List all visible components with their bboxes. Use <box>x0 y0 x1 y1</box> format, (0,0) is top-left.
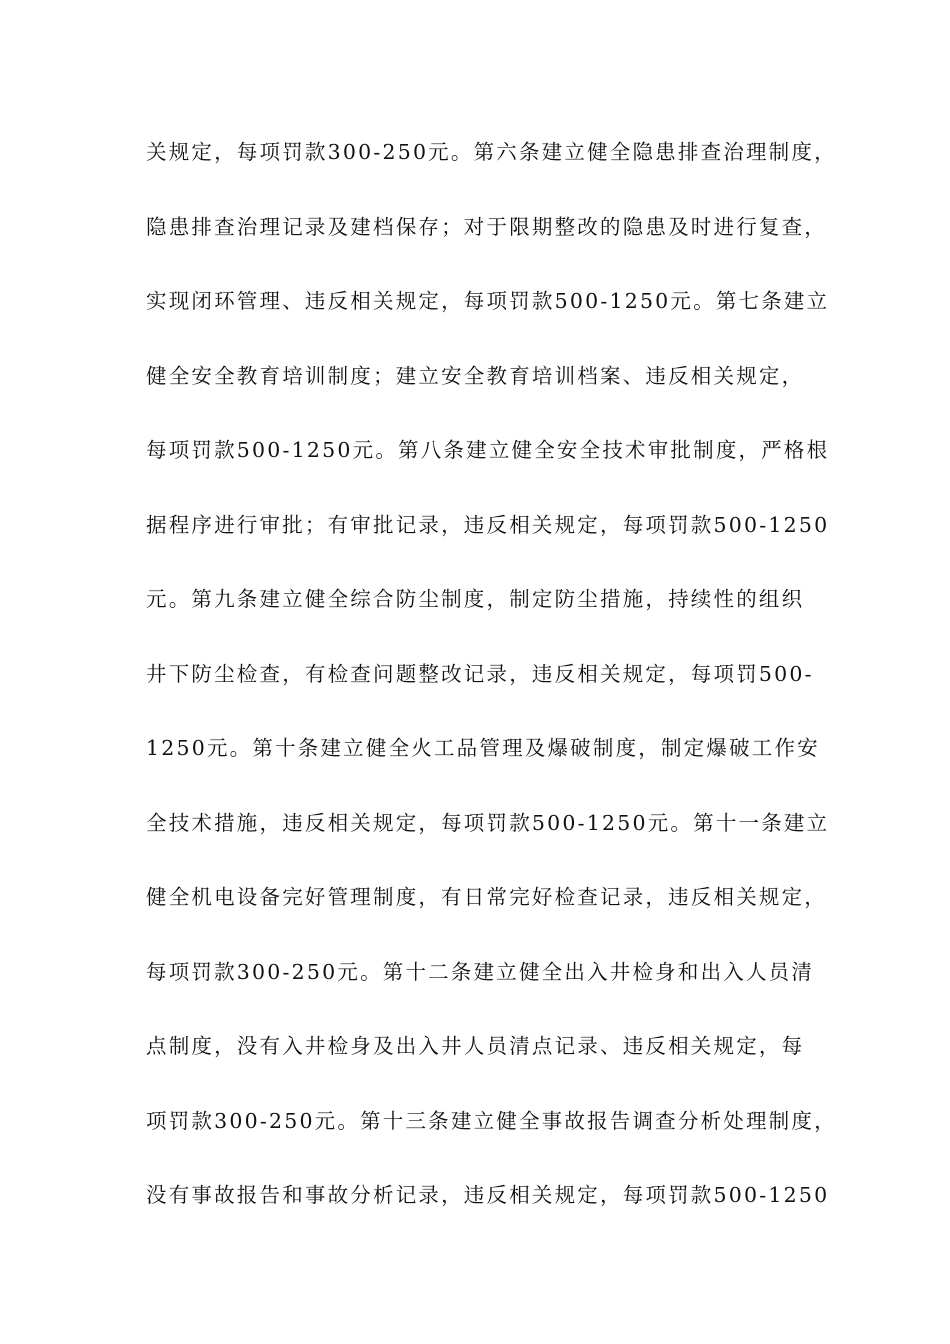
body-text <box>146 133 837 1251</box>
text-line-1: 关规定，每项罚款300-250元。第六条建立健全隐患排查治理制度， <box>146 140 837 164</box>
text-line-11: 健全机电设备完好管理制度，有日常完好检查记录，违反相关规定， <box>146 885 827 909</box>
text-line-14: 项罚款300-250元。第十三条建立健全事故报告调查分析处理制度， <box>146 1108 837 1133</box>
text-line-5: 每项罚款500-1250元。第八条建立健全安全技术审批制度，严格根 <box>146 438 830 462</box>
text-line-4: 健全安全教育培训制度；建立安全教育培训档案、违反相关规定， <box>146 363 805 388</box>
text-line-15: 没有事故报告和事故分析记录，违反相关规定，每项罚款500-1250 <box>146 1183 830 1207</box>
text-line-2: 隐患排查治理记录及建档保存；对于限期整改的隐患及时进行复查， <box>146 214 827 239</box>
text-line-7: 元。第九条建立健全综合防尘制度，制定防尘措施，持续性的组织 <box>146 587 805 611</box>
text-line-13: 点制度，没有入井检身及出入井人员清点记录、违反相关规定，每 <box>146 1034 805 1058</box>
text-line-8: 井下防尘检查，有检查问题整改记录，违反相关规定，每项罚500- <box>146 661 814 686</box>
text-line-10: 全技术措施，违反相关规定，每项罚款500-1250元。第十一条建立 <box>146 810 830 835</box>
text-line-9: 1250元。第十条建立健全火工品管理及爆破制度，制定爆破工作安 <box>146 736 820 760</box>
text-line-6: 据程序进行审批；有审批记录，违反相关规定，每项罚款500-1250 <box>146 512 830 537</box>
text-line-12: 每项罚款300-250元。第十二条建立健全出入井检身和出入人员清 <box>146 959 815 984</box>
text-line-3: 实现闭环管理、违反相关规定，每项罚款500-1250元。第七条建立 <box>146 289 830 313</box>
